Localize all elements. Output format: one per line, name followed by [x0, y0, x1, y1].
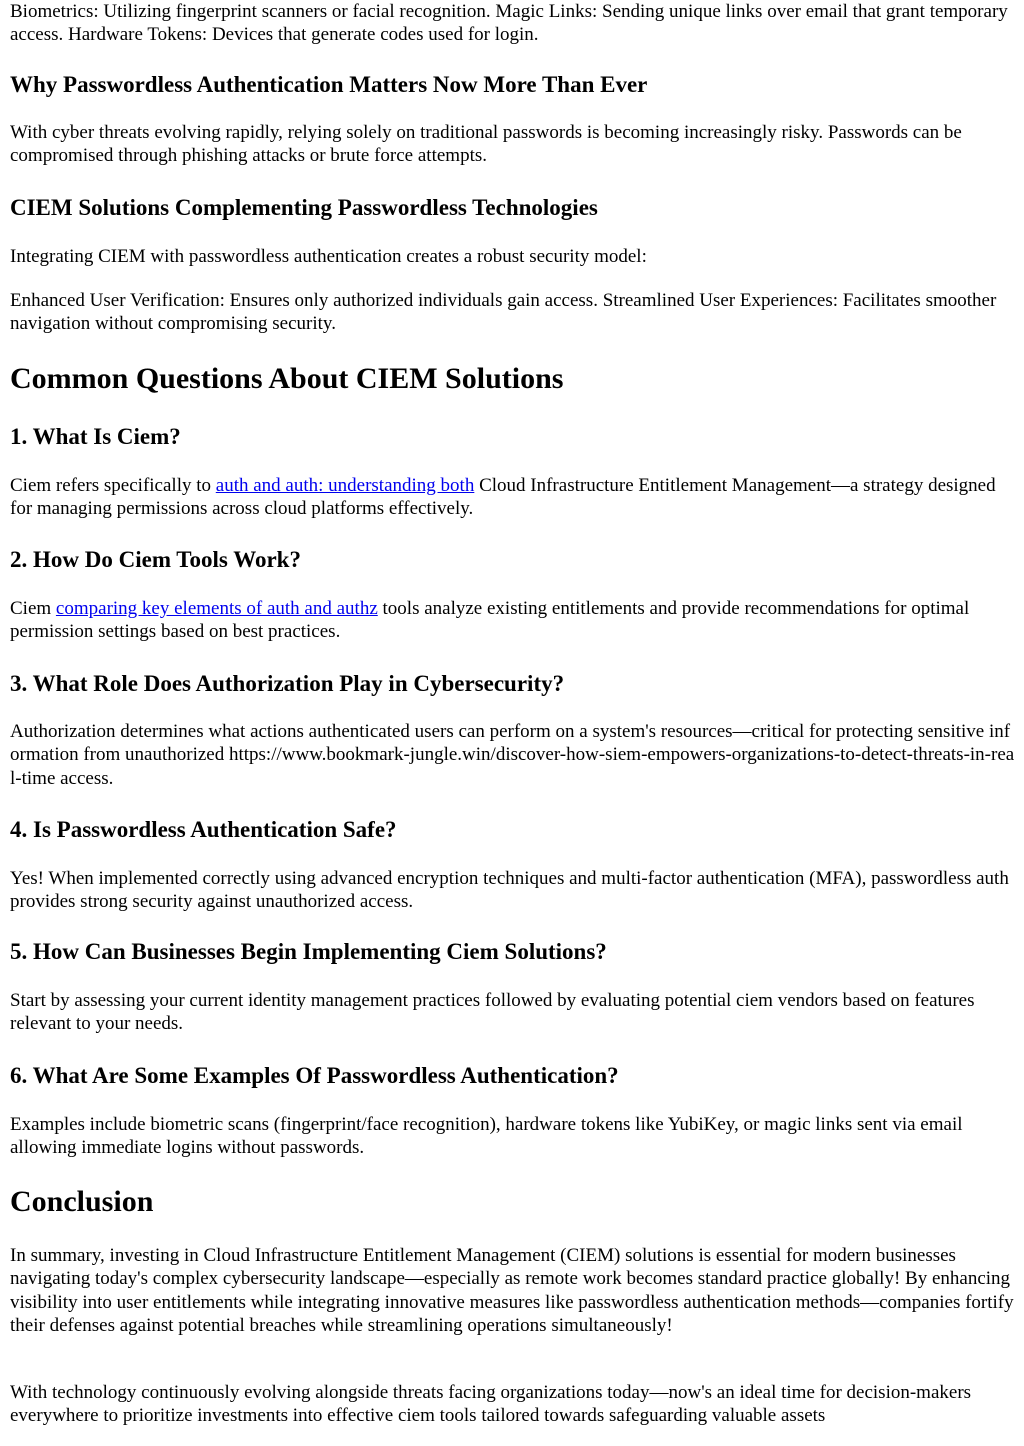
faq-question-6: 6. What Are Some Examples Of Passwordless Authentication? [10, 1063, 619, 1088]
intro-list-paragraph: Biometrics: Utilizing fingerprint scanners or facial recognition. Magic Links: Sending unique links over email that grant temporary access. Hardware Tokens: Devices that generate codes used for login. [10, 1, 1008, 46]
faq-question-2: 2. How Do Ciem Tools Work? [10, 547, 301, 572]
faq-answer-5: Start by assessing your current identity management practices followed by evaluating potential ciem vendors based on features relevant to your needs. [10, 990, 975, 1035]
faq-answer-2-text-end: tools analyze existing entitlements and provide recommendations for optimal permission settings based on best practices. [10, 598, 970, 643]
faq-answer-1-text-start: Ciem refers specifically to [10, 475, 216, 496]
faq-heading: Common Questions About CIEM Solutions [10, 362, 564, 395]
conclusion-paragraph-1: In summary, investing in Cloud Infrastructure Entitlement Management (CIEM) solutions is essential for modern businesses navigating today's complex cybersecurity landscape—especially as remote work becomes standard practice globally! By enhancing visibility into user entitlements while integrating innovative measures like passwordless authentication methods—companies fortify their defenses against potential breaches while streamlining operations simultaneously! [10, 1245, 1014, 1336]
faq-question-4: 4. Is Passwordless Authentication Safe? [10, 817, 397, 842]
ciem-complement-intro: Integrating CIEM with passwordless authentication creates a robust security model: [10, 246, 647, 267]
faq-answer-2 [10, 597, 1016, 644]
ciem-complement-heading: CIEM Solutions Complementing Passwordless Technologies [10, 195, 598, 220]
conclusion-paragraph-2: With technology continuously evolving alongside threats facing organizations today—now's an ideal time for decision-makers everywhere to prioritize investments into effective ciem tools tailored towards safeguarding valuable assets [10, 1382, 972, 1427]
why-passwordless-heading: Why Passwordless Authentication Matters Now More Than Ever [10, 72, 648, 97]
faq-answer-4: Yes! When implemented correctly using advanced encryption techniques and multi-factor authentication (MFA), passwordless auth provides strong security against unauthorized access. [10, 868, 1009, 913]
why-passwordless-paragraph: With cyber threats evolving rapidly, relying solely on traditional passwords is becoming increasingly risky. Passwords can be compromised through phishing attacks or brute force attempts. [10, 122, 962, 167]
faq-answer-3: Authorization determines what actions authenticated users can perform on a system's resources—critical for protecting sensitive information from unauthorized https://www.bookmark-jungle.win/discover-how-siem-empowers-organizations-to-detect-threats-in-real-time access. [10, 721, 1015, 789]
faq-answer-6: Examples include biometric scans (fingerprint/face recognition), hardware tokens like YubiKey, or magic links sent via email allowing immediate logins without passwords. [10, 1114, 963, 1159]
faq-answer-1 [10, 474, 1016, 521]
ciem-complement-list-paragraph: Enhanced User Verification: Ensures only authorized individuals gain access. Streamlined User Experiences: Facilitates smoother navigation without compromising security. [10, 290, 997, 335]
faq-question-1: 1. What Is Ciem? [10, 424, 181, 449]
faq-answer-1-text-end: Cloud Infrastructure Entitlement Management—a strategy designed for managing permissions across cloud platforms effectively. [10, 475, 996, 520]
auth-authz-comparison-link[interactable]: comparing key elements of auth and authz [55, 598, 378, 619]
faq-question-3: 3. What Role Does Authorization Play in Cybersecurity? [10, 671, 565, 696]
faq-question-5: 5. How Can Businesses Begin Implementing Ciem Solutions? [10, 939, 607, 964]
faq-answer-2-text-start: Ciem [10, 598, 56, 619]
auth-understanding-link[interactable]: auth and auth: understanding both [215, 475, 475, 496]
conclusion-heading: Conclusion [10, 1185, 154, 1218]
